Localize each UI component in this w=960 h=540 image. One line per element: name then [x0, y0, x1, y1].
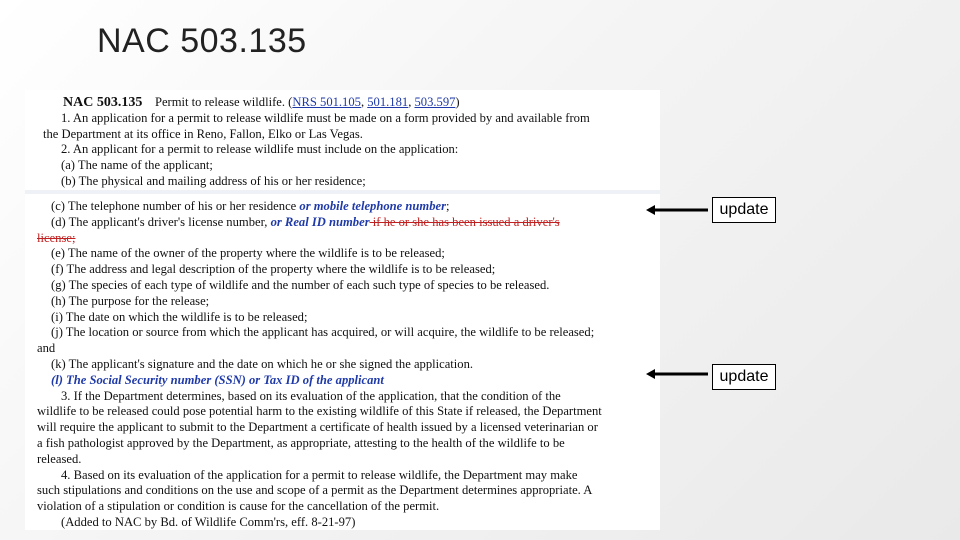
- item-i: (i) The date on which the wildlife is to be released;: [51, 309, 308, 324]
- para-3-line-b: wildlife to be released could pose potential harm to the existing wildlife of this State if released, the Department: [37, 404, 602, 419]
- item-d-added-text: or Real ID number: [270, 214, 370, 229]
- item-d: [25, 215, 660, 231]
- regulation-document-image: [25, 90, 660, 530]
- regulation-heading-text: Permit to release wildlife. (: [154, 95, 293, 109]
- para-1-line-b: the Department at its office in Reno, Fallon, Elko or Las Vegas.: [43, 126, 363, 141]
- separator: ,: [360, 95, 368, 109]
- and-text: and: [37, 341, 56, 356]
- update-callout-2: update: [712, 364, 776, 390]
- update-callout-1: update: [712, 197, 776, 223]
- arrow-left-icon: [646, 367, 710, 381]
- link-501-181[interactable]: 501.181: [367, 95, 409, 109]
- arrow-left-icon: [646, 203, 710, 217]
- item-j: (j) The location or source from which the applicant has acquired, or will acquire, the wildlife to be released;: [51, 325, 595, 340]
- para-3-line-a: 3. If the Department determines, based on its evaluation of the application, that the condition of the: [61, 388, 561, 403]
- item-c-added-text: or mobile telephone number: [299, 199, 446, 213]
- item-d-struck-text-2: license;: [37, 230, 76, 245]
- item-d-struck-text: if he or she has been issued a driver's: [369, 214, 560, 229]
- para-1-line-a: 1. An application for a permit to release wildlife must be made on a form provided by and available from: [61, 110, 590, 125]
- item-g: (g) The species of each type of wildlife and the number of each such type of species to be released.: [51, 277, 550, 292]
- item-l-added: (l) The Social Security number (SSN) or Tax ID of the applicant: [51, 372, 384, 387]
- para-3-line-e: released.: [37, 451, 82, 466]
- separator: ,: [408, 95, 415, 109]
- item-c-text: (c) The telephone number of his or her residence: [51, 199, 300, 213]
- item-c: [25, 199, 660, 215]
- regulation-number: NAC 503.135: [63, 95, 143, 110]
- regulation-heading: [25, 95, 660, 111]
- item-k: (k) The applicant's signature and the date on which he or she signed the application.: [51, 356, 474, 371]
- item-a: (a) The name of the applicant;: [61, 158, 213, 173]
- para-4-line-b: such stipulations and conditions on the use and scope of a permit as the Department determines appropriate. A: [37, 483, 593, 498]
- item-c-end: ;: [446, 199, 450, 213]
- para-4-line-a: 4. Based on its evaluation of the application for a permit to release wildlife, the Department may make: [61, 467, 578, 482]
- item-e: (e) The name of the owner of the property where the wildlife is to be released;: [51, 246, 445, 261]
- document-section-top: [25, 95, 660, 190]
- document-section-bottom: [25, 199, 660, 530]
- para-3-line-c: will require the applicant to submit to the Department a certificate of health issued by a licensed veterinarian or: [37, 420, 598, 435]
- item-b: (b) The physical and mailing address of his or her residence;: [61, 173, 366, 188]
- item-f: (f) The address and legal description of the property where the wildlife is to be released;: [51, 262, 496, 277]
- closing-paren: ): [455, 95, 460, 109]
- source-note: (Added to NAC by Bd. of Wildlife Comm'rs, eff. 8-21-97): [61, 514, 356, 529]
- para-3-line-d: a fish pathologist approved by the Department, as appropriate, attesting to the health of the wildlife to be: [37, 435, 565, 450]
- para-4-line-c: violation of a stipulation or condition is cause for the cancellation of the permit.: [37, 499, 440, 514]
- item-h: (h) The purpose for the release;: [51, 293, 210, 308]
- item-d-text: (d) The applicant's driver's license number,: [51, 214, 271, 229]
- para-2: 2. An applicant for a permit to release wildlife must include on the application:: [61, 142, 459, 157]
- link-503-597[interactable]: 503.597: [414, 95, 456, 109]
- link-nrs-501-105[interactable]: NRS 501.105: [292, 95, 361, 109]
- slide-title: NAC 503.135: [97, 22, 307, 60]
- image-seam: [25, 190, 660, 194]
